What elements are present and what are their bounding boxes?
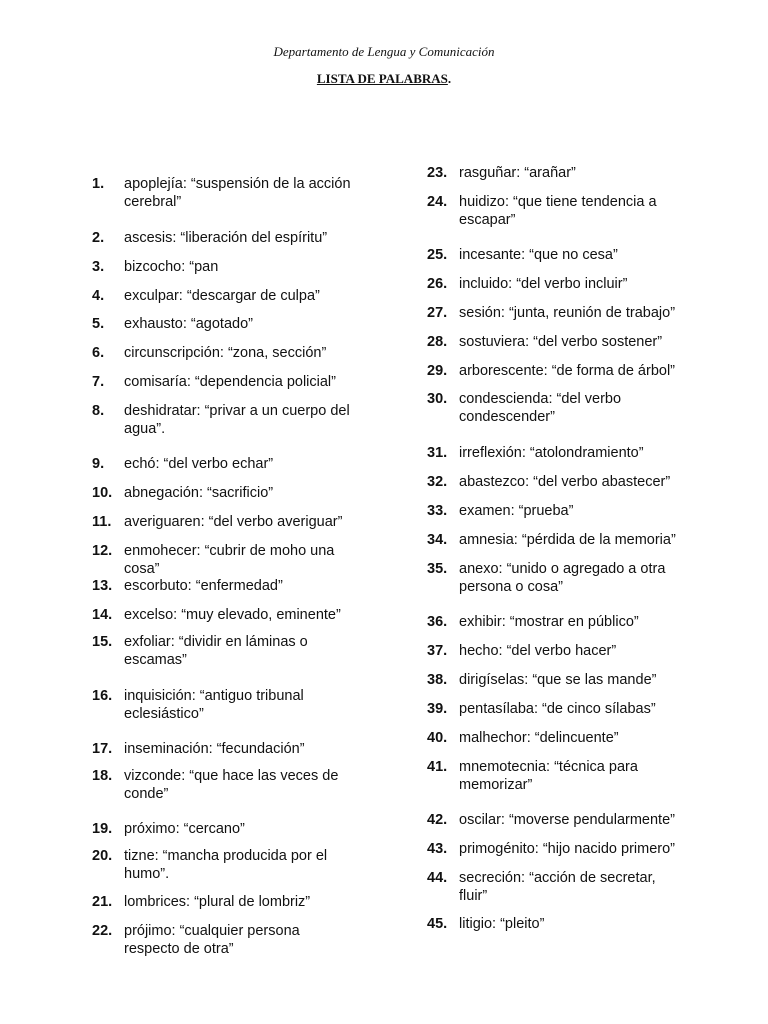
list-item-line: comisaría: “dependencia policial” (124, 374, 336, 390)
list-item-text (459, 915, 544, 933)
list-item-number: 33. (427, 503, 448, 519)
list-item-number: 41. (427, 759, 448, 775)
list-item-text (459, 869, 656, 905)
list-item-line: sesión: “junta, reunión de trabajo” (459, 305, 676, 321)
list-item-line: mnemotecnia: “técnica para (459, 759, 638, 775)
list-item-line: tizne: “mancha producida por el (124, 848, 328, 864)
list-item-text (459, 700, 656, 718)
list-item-line: oscilar: “moverse pendularmente” (459, 812, 675, 828)
list-item-line: pentasílaba: “de cinco sílabas” (459, 701, 656, 717)
list-item-number: 19. (92, 821, 113, 837)
list-item-text (459, 362, 675, 380)
list-item-text (124, 633, 308, 669)
list-item-number: 34. (427, 532, 448, 548)
list-item-line: respecto de otra” (124, 941, 234, 957)
list-item-line: condescender” (459, 409, 555, 425)
list-item-text (459, 275, 627, 293)
list-item-line: incesante: “que no cesa” (459, 247, 618, 263)
list-item-text (459, 729, 619, 747)
list-item-number: 36. (427, 614, 448, 630)
list-item-number: 37. (427, 643, 448, 659)
list-item-line: malhechor: “delincuente” (459, 730, 619, 746)
list-item-line: enmohecer: “cubrir de moho una (124, 543, 335, 559)
list-item-line: exculpar: “descargar de culpa” (124, 288, 320, 304)
list-item-line: deshidratar: “privar a un cuerpo del (124, 403, 350, 419)
list-item-number: 9. (92, 456, 105, 472)
list-item-number: 38. (427, 672, 448, 688)
list-item-number: 39. (427, 701, 448, 717)
list-item-line: anexo: “unido o agregado a otra (459, 561, 666, 577)
list-item-line: circunscripción: “zona, sección” (124, 345, 327, 361)
list-item-text (124, 258, 218, 276)
list-item-text (124, 344, 326, 362)
list-item-number: 20. (92, 848, 113, 864)
list-item-number: 6. (92, 345, 105, 361)
list-item-line: cerebral” (124, 194, 182, 210)
list-item-line: agua”. (124, 421, 166, 437)
list-item-text (124, 373, 336, 391)
document-title (0, 71, 768, 87)
list-item-text (124, 687, 304, 723)
list-item-line: primogénito: “hijo nacido primero” (459, 841, 675, 857)
list-item-number: 22. (92, 923, 113, 939)
list-item-number: 23. (427, 165, 448, 181)
list-item-number: 15. (92, 634, 113, 650)
list-item-line: bizcocho: “pan (124, 259, 219, 275)
list-item-number: 31. (427, 445, 448, 461)
list-item-number: 16. (92, 688, 113, 704)
list-item-text (459, 502, 573, 520)
list-item-number: 25. (427, 247, 448, 263)
list-item-text (124, 893, 310, 911)
document-title-period: . (447, 71, 452, 86)
list-item-text (124, 767, 338, 803)
list-item-line: inquisición: “antiguo tribunal (124, 688, 304, 704)
list-item-line: inseminación: “fecundación” (124, 741, 305, 757)
list-item-number: 2. (92, 230, 105, 246)
list-item-line: apoplejía: “suspensión de la acción (124, 176, 351, 192)
list-item-number: 8. (92, 403, 105, 419)
list-item-number: 40. (427, 730, 448, 746)
list-item-number: 12. (92, 543, 113, 559)
list-item-text (459, 811, 675, 829)
list-item-line: averiguaren: “del verbo averiguar” (124, 514, 343, 530)
list-item-line: fluir” (459, 888, 488, 904)
list-item-number: 43. (427, 841, 448, 857)
list-item-line: escapar” (459, 212, 516, 228)
list-item-text (459, 164, 576, 182)
list-item-line: condescienda: “del verbo (459, 391, 622, 407)
list-item-line: escorbuto: “enfermedad” (124, 578, 283, 594)
list-item-text (459, 613, 639, 631)
list-item-number: 28. (427, 334, 448, 350)
list-item-number: 26. (427, 276, 448, 292)
list-item-line: dirigíselas: “que se las mande” (459, 672, 657, 688)
list-item-text (459, 531, 676, 549)
list-item-line: próximo: “cercano” (124, 821, 245, 837)
list-item-text (124, 542, 334, 578)
document-title-text: LISTA DE PALABRAS (316, 71, 448, 86)
list-item-number: 30. (427, 391, 448, 407)
list-item-line: conde” (124, 786, 169, 802)
list-item-line: exhausto: “agotado” (124, 316, 253, 332)
list-item-line: echó: “del verbo echar” (124, 456, 274, 472)
list-item-line: prójimo: “cualquier persona (124, 923, 300, 939)
list-item-line: irreflexión: “atolondramiento” (459, 445, 644, 461)
list-item-text (124, 315, 253, 333)
list-item-text (124, 606, 341, 624)
list-item-line: exfoliar: “dividir en láminas o (124, 634, 308, 650)
list-item-text (459, 642, 616, 660)
list-item-text (459, 193, 657, 229)
list-item-text (124, 847, 327, 883)
list-item-number: 7. (92, 374, 105, 390)
list-item-text (124, 175, 351, 211)
list-item-line: abnegación: “sacrificio” (124, 485, 274, 501)
list-item-line: vizconde: “que hace las veces de (124, 768, 339, 784)
list-item-line: hecho: “del verbo hacer” (459, 643, 617, 659)
list-item-line: sostuviera: “del verbo sostener” (459, 334, 663, 350)
list-item-text (124, 820, 245, 838)
list-item-text (124, 577, 283, 595)
list-item-line: memorizar” (459, 777, 533, 793)
list-item-line: amnesia: “pérdida de la memoria” (459, 532, 676, 548)
list-item-line: eclesiástico” (124, 706, 204, 722)
list-item-number: 4. (92, 288, 105, 304)
list-item-line: excelso: “muy elevado, eminente” (124, 607, 341, 623)
list-item-line: secreción: “acción de secretar, (459, 870, 656, 886)
list-item-number: 24. (427, 194, 448, 210)
list-item-text (459, 560, 665, 596)
list-item-line: arborescente: “de forma de árbol” (459, 363, 675, 379)
list-item-text (124, 229, 327, 247)
list-item-line: examen: “prueba” (459, 503, 574, 519)
list-item-number: 32. (427, 474, 448, 490)
list-item-number: 1. (92, 176, 105, 192)
list-item-line: rasguñar: “arañar” (459, 165, 576, 181)
list-item-line: ascesis: “liberación del espíritu” (124, 230, 328, 246)
list-item-text (459, 390, 621, 426)
list-item-line: incluido: “del verbo incluir” (459, 276, 628, 292)
list-item-number: 5. (92, 316, 105, 332)
list-item-number: 18. (92, 768, 113, 784)
list-item-number: 42. (427, 812, 448, 828)
list-item-text (459, 444, 644, 462)
list-item-text (124, 740, 305, 758)
list-item-text (459, 758, 638, 794)
list-item-number: 35. (427, 561, 448, 577)
list-item-line: huidizo: “que tiene tendencia a (459, 194, 657, 210)
list-item-number: 45. (427, 916, 448, 932)
list-item-line: lombrices: “plural de lombriz” (124, 894, 311, 910)
list-item-line: escamas” (124, 652, 187, 668)
list-item-number: 29. (427, 363, 448, 379)
list-item-line: abastezco: “del verbo abastecer” (459, 474, 671, 490)
list-item-text (459, 671, 656, 689)
list-item-number: 44. (427, 870, 448, 886)
list-item-text (124, 513, 342, 531)
list-item-number: 14. (92, 607, 113, 623)
list-item-number: 11. (92, 514, 112, 530)
list-item-line: litigio: “pleito” (459, 916, 545, 932)
list-item-number: 17. (92, 741, 113, 757)
list-item-text (459, 333, 662, 351)
department-heading: Departamento de Lengua y Comunicación (273, 44, 495, 59)
list-item-line: persona o cosa” (459, 579, 563, 595)
list-item-text (459, 246, 618, 264)
list-item-text (459, 304, 675, 322)
list-item-text (124, 287, 320, 305)
list-item-text (459, 840, 675, 858)
list-item-number: 10. (92, 485, 113, 501)
list-item-text (124, 922, 300, 958)
list-item-text (124, 484, 273, 502)
list-item-line: humo”. (124, 866, 170, 882)
list-item-line: cosa” (124, 561, 160, 577)
list-item-number: 27. (427, 305, 448, 321)
list-item-text (459, 473, 670, 491)
list-item-text (124, 455, 273, 473)
list-item-text (124, 402, 350, 438)
list-item-line: exhibir: “mostrar en público” (459, 614, 639, 630)
list-item-number: 3. (92, 259, 105, 275)
list-item-number: 21. (92, 894, 113, 910)
list-item-number: 13. (92, 578, 113, 594)
